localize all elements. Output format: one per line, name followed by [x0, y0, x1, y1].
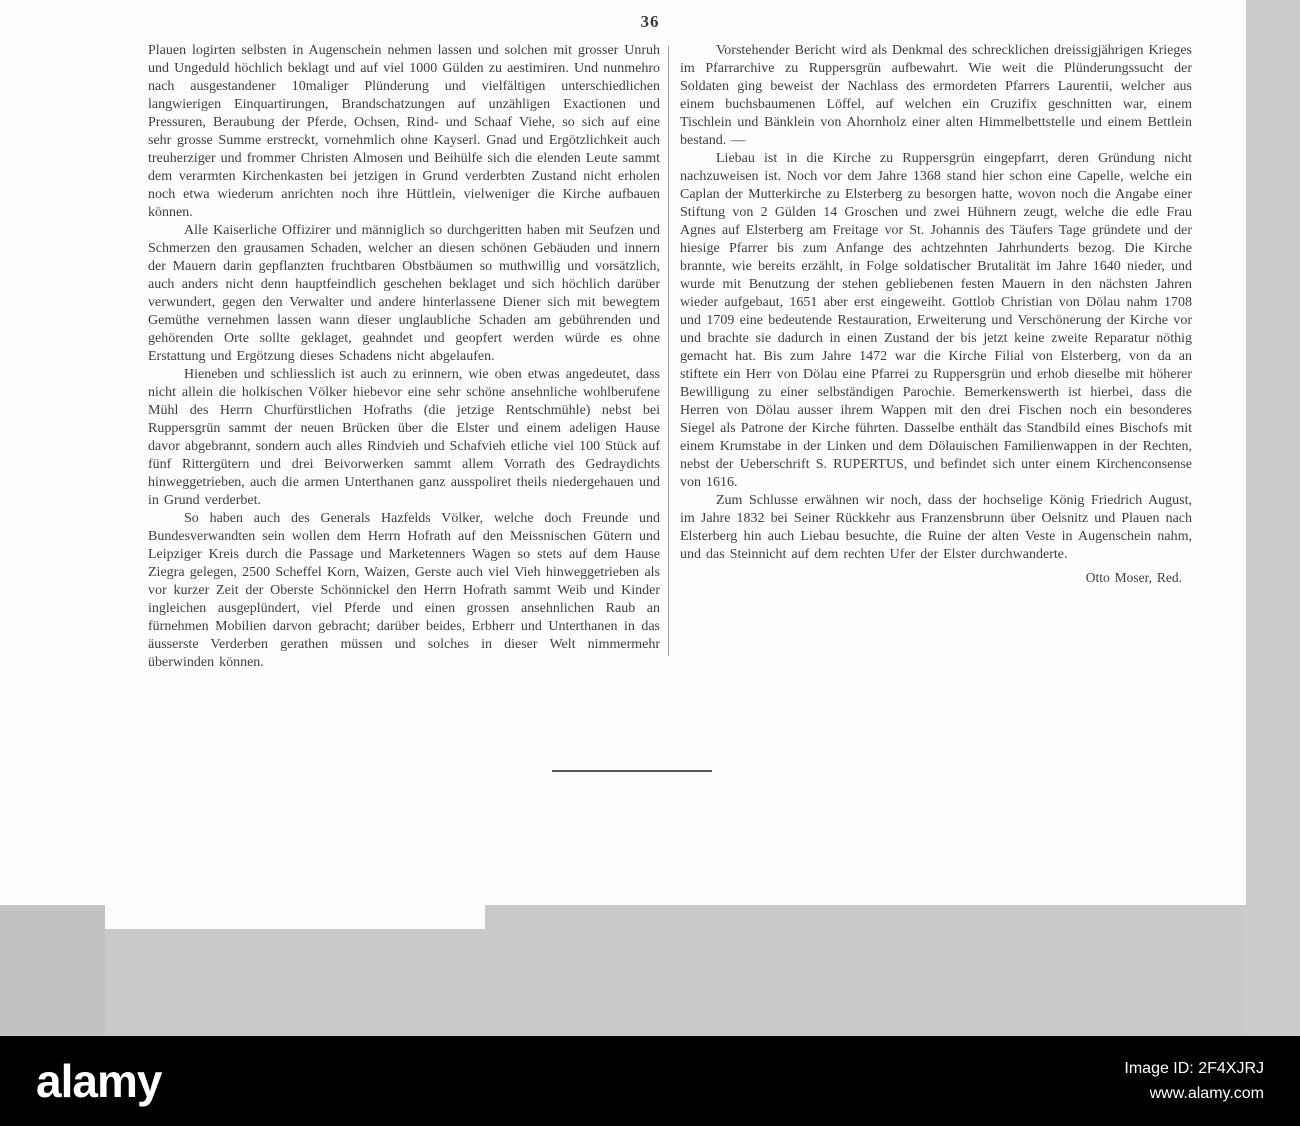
- scan-edge-right: [1246, 0, 1300, 1036]
- page-number: 36: [640, 12, 660, 31]
- column-divider: [668, 46, 669, 656]
- image-id: Image ID: 2F4XJRJ: [1124, 1060, 1264, 1077]
- paragraph: Zum Schlusse erwähnen wir noch, dass der hochselige König Friedrich August, im Jahre 1832 bei Seiner Rückkehr aus Franzensbrunn über Oelsnitz und Plauen nach Elsterberg hin auch Liebau besuchte, die Ruine der alten Veste in Augenschein nahm, und das Steinnicht auf dem rechten Ufer der Elster durchwanderte.: [680, 493, 1192, 562]
- section-divider: [552, 770, 712, 772]
- scan-edge-patch: [105, 905, 485, 929]
- paragraph: Liebau ist in die Kirche zu Ruppersgrün eingepfarrt, deren Gründung nicht nachzuweisen ist. Noch vor dem Jahre 1368 stand hier schon eine Capelle, welche ein Caplan der Mutterkirche zu Elsterberg zu besorgen hatte, wovon noch die Angabe einer Stiftung von 2 Gülden 14 Groschen und zwei Hühnern zeugt, welche die edle Frau Agnes auf Elsterberg am Freitage vor St. Johannis des Täufers Tage gründete und der hiesige Pfarrer bis zum Anfange des achtzehnten Jahrhunderts bezog. Die Kirche brannte, wie bereits erzählt, in Folge soldatischer Brutalität im Jahre 1640 nieder, und wurde mit Benutzung der stehen gebliebenen festen Mauern in den nächsten Jahren wieder aufgebaut, 1651 aber erst eingeweiht. Gottlob Christian von Dölau nahm 1708 und 1709 eine bedeutende Restauration, Erweiterung und Verschönerung der Kirche vor und brachte sie dadurch in einen Zustand der bis jetzt keine zweite Reparatur nöthig gemacht hat. Bis zum Jahre 1472 war die Kirche Filial von Elsterberg, von da an stiftete ein Herr von Dölau eine Pfarrei zu Ruppersgrün und erhob dieselbe mit höherer Bewilligung zu einer selbständigen Parochie. Bemerkenswerth ist hierbei, dass die Herren von Dölau ausser ihrem Wappen mit den drei Fischen noch ein besonderes Siegel als Patrone der Kirche führten. Dasselbe enthält das Standbild eines Bischofs mit einem Krumstabe in der Linken und dem Dölauischen Familienwappen in der Rechten, nebst der Ueberschrift S. RUPERTUS, und befindet sich unter einem Kirchenconsense von 1616.: [680, 151, 1192, 490]
- paragraph: Alle Kaiserliche Offizirer und männiglich so durchgeritten haben mit Seufzen und Schmerzen den grausamen Schaden, welcher an diesen schönen Gebäuden und innern der Mauern darin gepflanzten fruchtbaren Obstbäumen so muthwillig und vorsätzlich, auch anders nicht denn hauptfeindlich geschehen beklaget und sich höchlich darüber verwundert, gegen den Verwalter und andere hinterlassene Diener sich mit bewegtem Gemüthe vernehmen lassen wann dieser unglaubliche Schaden am gebührenden und gehörenden Orte sollte geklaget, geahndet und geopfert werden würde es ohne Erstattung und Ergötzung dieses Schadens nicht abgelaufen.: [148, 223, 660, 364]
- watermark-meta: [1124, 1056, 1264, 1106]
- left-column: [148, 42, 660, 672]
- watermark-bar: [0, 1036, 1300, 1126]
- paragraph: So haben auch des Generals Hazfelds Völker, welche doch Freunde und Bundesverwandten sein wollen dem Herrn Hofrath auf den Meissnischen Gütern und Leipziger Kreis durch die Passage und Marketenners Wagen so stets auf dem Hause Ziegra gelegen, 2500 Scheffel Korn, Waizen, Gerste auch viel Vieh hinweggetrieben als vor kurzer Zeit der Oberste Schönnickel den Herrn Hofrath sammt Weib und Kinder ingleichen ausgeplündert, viel Pferde und einen grossen ansehnlichen Raub an fürnehmen Mobilien darvon gebracht; darüber beides, Erbherr und Unterthanen in das äusserste Verderben gerathen müssen und solches in dieser Welt nimmermehr überwinden können.: [148, 511, 660, 670]
- paragraph: Hieneben und schliesslich ist auch zu erinnern, wie oben etwas angedeutet, dass nicht allein die holkischen Völker hiebevor eine sehr schöne ansehnliche wohlberufene Mühl des Herrn Churfürstlichen Hofraths (die jetzige Rentschmühle) nebst bei Ruppersgrün sammt der neuen Brücken über die Elster und einem adeligen Hause davor abgebrannt, sondern auch alles Rindvieh und Schafvieh etliche viel 100 Stück auf fünf Rittergütern und drei Beivorwerken sammt allem Vorrath des Gedraydichts hinweggetrieben, auch die armen Unterthanen ganz ausspoliret theils niedergehauen und in Grund verderbet.: [148, 367, 660, 508]
- right-column: [680, 42, 1192, 672]
- scan-edge-bottom: [0, 905, 1300, 1036]
- paragraph: Plauen logirten selbsten in Augenschein nehmen lassen und solchen mit grosser Unruh und Ungeduld höchlich beklagt und auf viel 1000 Gülden zu aestimiren. Und nunmehro nach ausgestandener 10maliger Plünderung und vielfältigen unterschiedlichen langwierigen Einquartirungen, Brandschatzungen auf unzähligen Exactionen und Pressuren, Beraubung der Pferde, Ochsen, Rind- und Schaaf Viehe, so sich auf eine sehr grosse Summe erstreckt, vornehmlich ohne Kayserl. Gnad und Ergötzlichkeit auch treuherziger und frommer Christen Almosen und Beihülfe sich die elenden Leute sammt dem verarmten Kirchenkasten bei jetzigen in Grund verderbten Zustand nicht erholen noch etwa wiederum anrichten noch ihre Hüttlein, vielweniger die Kirche aufbauen können.: [148, 43, 660, 220]
- website-url: www.alamy.com: [1149, 1085, 1264, 1102]
- alamy-logo: alamy: [36, 1055, 162, 1107]
- signature: Otto Moser, Red.: [1085, 570, 1182, 585]
- scan-edge-corner: [0, 905, 105, 1036]
- paragraph: Vorstehender Bericht wird als Denkmal des schrecklichen dreissigjährigen Krieges im Pfarrarchive zu Ruppersgrün aufbewahrt. Wie weit die Plünderungssucht der Soldaten ging beweist der Nachlass des ermordeten Pfarrers Laurentii, welcher aus einem buchsbaumenen Löffel, auf welchen ein Cruzifix geschnitten war, einem Tischlein und Bänklein von Ahornholz einer alten Himmelbettstelle und einem Bettlein bestand. —: [680, 43, 1192, 148]
- text-columns: [148, 42, 1192, 672]
